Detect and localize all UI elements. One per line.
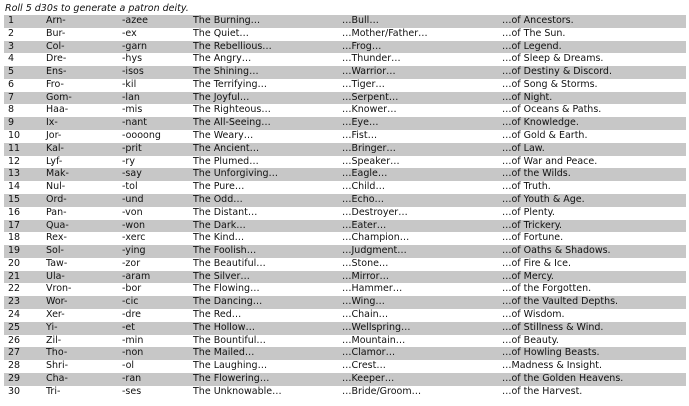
roll-number-cell: 11: [4, 143, 42, 156]
title-noun-cell: …Mirror…: [338, 271, 498, 284]
title-noun-cell: …Eater…: [338, 220, 498, 233]
name-suffix-cell: -azee: [118, 15, 189, 28]
domain-cell: …of Stillness & Wind.: [498, 322, 686, 335]
roll-number-cell: 26: [4, 335, 42, 348]
title-noun-cell: …Crest…: [338, 360, 498, 373]
domain-cell: …of Wisdom.: [498, 309, 686, 322]
roll-number-cell: 3: [4, 41, 42, 54]
name-suffix-cell: -xerc: [118, 232, 189, 245]
name-prefix-cell: Zil-: [42, 335, 118, 348]
name-prefix-cell: Ix-: [42, 117, 118, 130]
title-adjective-cell: The Righteous…: [189, 104, 338, 117]
title-noun-cell: …Mother/Father…: [338, 28, 498, 41]
name-suffix-cell: -mis: [118, 104, 189, 117]
name-prefix-cell: Nul-: [42, 181, 118, 194]
title-noun-cell: …Thunder…: [338, 53, 498, 66]
title-adjective-cell: The Silver…: [189, 271, 338, 284]
table-row: [4, 66, 686, 79]
title-adjective-cell: The Terrifying…: [189, 79, 338, 92]
table-row: [4, 386, 686, 399]
name-prefix-cell: Ord-: [42, 194, 118, 207]
title-noun-cell: …Keeper…: [338, 373, 498, 386]
name-prefix-cell: Shri-: [42, 360, 118, 373]
name-suffix-cell: -von: [118, 207, 189, 220]
table-row: [4, 156, 686, 169]
table-row: [4, 232, 686, 245]
domain-cell: …of Fire & Ice.: [498, 258, 686, 271]
title-noun-cell: …Wellspring…: [338, 322, 498, 335]
title-adjective-cell: The Bountiful…: [189, 335, 338, 348]
name-prefix-cell: Pan-: [42, 207, 118, 220]
roll-number-cell: 23: [4, 296, 42, 309]
title-adjective-cell: The Beautiful…: [189, 258, 338, 271]
title-adjective-cell: The Flowing…: [189, 283, 338, 296]
title-noun-cell: …Champion…: [338, 232, 498, 245]
name-prefix-cell: Lyf-: [42, 156, 118, 169]
name-prefix-cell: Jor-: [42, 130, 118, 143]
domain-cell: …of Night.: [498, 92, 686, 105]
title-adjective-cell: The Distant…: [189, 207, 338, 220]
name-suffix-cell: -ex: [118, 28, 189, 41]
roll-number-cell: 18: [4, 232, 42, 245]
table-row: [4, 347, 686, 360]
name-prefix-cell: Tho-: [42, 347, 118, 360]
name-suffix-cell: -oooong: [118, 130, 189, 143]
table-row: [4, 296, 686, 309]
title-adjective-cell: The Burning…: [189, 15, 338, 28]
title-noun-cell: …Tiger…: [338, 79, 498, 92]
name-suffix-cell: -dre: [118, 309, 189, 322]
name-suffix-cell: -cic: [118, 296, 189, 309]
table-caption: Roll 5 d30s to generate a patron deity.: [5, 3, 189, 14]
table-row: [4, 309, 686, 322]
table-row: [4, 207, 686, 220]
table-row: [4, 104, 686, 117]
name-prefix-cell: Cha-: [42, 373, 118, 386]
title-adjective-cell: The Dark…: [189, 220, 338, 233]
title-adjective-cell: The Mailed…: [189, 347, 338, 360]
title-noun-cell: …Frog…: [338, 41, 498, 54]
table-row: [4, 194, 686, 207]
name-suffix-cell: -ran: [118, 373, 189, 386]
roll-number-cell: 7: [4, 92, 42, 105]
name-prefix-cell: Gom-: [42, 92, 118, 105]
title-noun-cell: …Clamor…: [338, 347, 498, 360]
name-suffix-cell: -hys: [118, 53, 189, 66]
roll-number-cell: 29: [4, 373, 42, 386]
roll-number-cell: 22: [4, 283, 42, 296]
name-suffix-cell: -garn: [118, 41, 189, 54]
name-suffix-cell: -und: [118, 194, 189, 207]
domain-cell: …of the Wilds.: [498, 168, 686, 181]
domain-cell: …Madness & Insight.: [498, 360, 686, 373]
name-prefix-cell: Haa-: [42, 104, 118, 117]
domain-cell: …of the Forgotten.: [498, 283, 686, 296]
title-adjective-cell: The Plumed…: [189, 156, 338, 169]
name-suffix-cell: -prit: [118, 143, 189, 156]
title-noun-cell: …Fist…: [338, 130, 498, 143]
title-adjective-cell: The Foolish…: [189, 245, 338, 258]
table-row: [4, 168, 686, 181]
title-noun-cell: …Serpent…: [338, 92, 498, 105]
roll-number-cell: 16: [4, 207, 42, 220]
roll-number-cell: 8: [4, 104, 42, 117]
title-adjective-cell: The Joyful…: [189, 92, 338, 105]
table-row: [4, 271, 686, 284]
title-adjective-cell: The Flowering…: [189, 373, 338, 386]
title-noun-cell: …Hammer…: [338, 283, 498, 296]
domain-cell: …of Beauty.: [498, 335, 686, 348]
table-row: [4, 245, 686, 258]
name-prefix-cell: Dre-: [42, 53, 118, 66]
name-prefix-cell: Fro-: [42, 79, 118, 92]
name-prefix-cell: Tri-: [42, 386, 118, 399]
title-noun-cell: …Child…: [338, 181, 498, 194]
title-noun-cell: …Eye…: [338, 117, 498, 130]
name-suffix-cell: -lan: [118, 92, 189, 105]
name-suffix-cell: -min: [118, 335, 189, 348]
domain-cell: …of Knowledge.: [498, 117, 686, 130]
domain-cell: …of Fortune.: [498, 232, 686, 245]
domain-cell: …of Oceans & Paths.: [498, 104, 686, 117]
domain-cell: …of the Vaulted Depths.: [498, 296, 686, 309]
title-adjective-cell: The Angry…: [189, 53, 338, 66]
title-adjective-cell: The Red…: [189, 309, 338, 322]
name-suffix-cell: -kil: [118, 79, 189, 92]
domain-cell: …of Plenty.: [498, 207, 686, 220]
title-adjective-cell: The Laughing…: [189, 360, 338, 373]
name-prefix-cell: Ens-: [42, 66, 118, 79]
name-suffix-cell: -non: [118, 347, 189, 360]
title-adjective-cell: The Odd…: [189, 194, 338, 207]
title-adjective-cell: The Rebellious…: [189, 41, 338, 54]
title-adjective-cell: The Dancing…: [189, 296, 338, 309]
roll-number-cell: 12: [4, 156, 42, 169]
title-noun-cell: …Speaker…: [338, 156, 498, 169]
domain-cell: …of Destiny & Discord.: [498, 66, 686, 79]
title-noun-cell: …Mountain…: [338, 335, 498, 348]
roll-number-cell: 17: [4, 220, 42, 233]
roll-number-cell: 10: [4, 130, 42, 143]
title-adjective-cell: The Pure…: [189, 181, 338, 194]
table-row: [4, 335, 686, 348]
name-suffix-cell: -say: [118, 168, 189, 181]
domain-cell: …of Mercy.: [498, 271, 686, 284]
title-adjective-cell: The Ancient…: [189, 143, 338, 156]
table-row: [4, 220, 686, 233]
roll-number-cell: 24: [4, 309, 42, 322]
title-noun-cell: …Bringer…: [338, 143, 498, 156]
title-noun-cell: …Destroyer…: [338, 207, 498, 220]
title-adjective-cell: The Kind…: [189, 232, 338, 245]
title-adjective-cell: The Weary…: [189, 130, 338, 143]
roll-number-cell: 28: [4, 360, 42, 373]
name-prefix-cell: Qua-: [42, 220, 118, 233]
name-suffix-cell: -nant: [118, 117, 189, 130]
roll-number-cell: 19: [4, 245, 42, 258]
domain-cell: …of Oaths & Shadows.: [498, 245, 686, 258]
table-row: [4, 322, 686, 335]
name-prefix-cell: Taw-: [42, 258, 118, 271]
name-prefix-cell: Ula-: [42, 271, 118, 284]
roll-number-cell: 25: [4, 322, 42, 335]
title-noun-cell: …Wing…: [338, 296, 498, 309]
name-suffix-cell: -ying: [118, 245, 189, 258]
name-prefix-cell: Xer-: [42, 309, 118, 322]
name-suffix-cell: -et: [118, 322, 189, 335]
roll-number-cell: 30: [4, 386, 42, 399]
title-noun-cell: …Stone…: [338, 258, 498, 271]
domain-cell: …of Youth & Age.: [498, 194, 686, 207]
name-prefix-cell: Bur-: [42, 28, 118, 41]
domain-cell: …of Trickery.: [498, 220, 686, 233]
table-row: [4, 130, 686, 143]
table-row: [4, 15, 686, 28]
domain-cell: …of Legend.: [498, 41, 686, 54]
roll-number-cell: 4: [4, 53, 42, 66]
title-adjective-cell: The Unknowable…: [189, 386, 338, 399]
roll-number-cell: 2: [4, 28, 42, 41]
roll-number-cell: 21: [4, 271, 42, 284]
table-row: [4, 53, 686, 66]
domain-cell: …of War and Peace.: [498, 156, 686, 169]
domain-cell: …of Truth.: [498, 181, 686, 194]
title-noun-cell: …Eagle…: [338, 168, 498, 181]
roll-number-cell: 5: [4, 66, 42, 79]
name-prefix-cell: Wor-: [42, 296, 118, 309]
roll-number-cell: 6: [4, 79, 42, 92]
table-row: [4, 283, 686, 296]
name-suffix-cell: -bor: [118, 283, 189, 296]
roll-number-cell: 20: [4, 258, 42, 271]
name-suffix-cell: -aram: [118, 271, 189, 284]
name-suffix-cell: -isos: [118, 66, 189, 79]
domain-cell: …of The Sun.: [498, 28, 686, 41]
name-prefix-cell: Yi-: [42, 322, 118, 335]
title-noun-cell: …Chain…: [338, 309, 498, 322]
title-adjective-cell: The Hollow…: [189, 322, 338, 335]
table-row: [4, 41, 686, 54]
deity-table: [4, 15, 686, 398]
name-prefix-cell: Arn-: [42, 15, 118, 28]
name-suffix-cell: -ry: [118, 156, 189, 169]
table-row: [4, 117, 686, 130]
domain-cell: …of Gold & Earth.: [498, 130, 686, 143]
title-adjective-cell: The Quiet…: [189, 28, 338, 41]
name-prefix-cell: Col-: [42, 41, 118, 54]
title-noun-cell: …Warrior…: [338, 66, 498, 79]
table-row: [4, 79, 686, 92]
table-row: [4, 28, 686, 41]
domain-cell: …of Ancestors.: [498, 15, 686, 28]
domain-cell: …of the Harvest.: [498, 386, 686, 399]
title-adjective-cell: The Unforgiving…: [189, 168, 338, 181]
name-suffix-cell: -won: [118, 220, 189, 233]
roll-number-cell: 9: [4, 117, 42, 130]
table-row: [4, 360, 686, 373]
table-row: [4, 143, 686, 156]
roll-number-cell: 15: [4, 194, 42, 207]
title-noun-cell: …Bull…: [338, 15, 498, 28]
domain-cell: …of Song & Storms.: [498, 79, 686, 92]
table-row: [4, 373, 686, 386]
name-prefix-cell: Vron-: [42, 283, 118, 296]
table-row: [4, 92, 686, 105]
title-noun-cell: …Judgment…: [338, 245, 498, 258]
title-noun-cell: …Bride/Groom…: [338, 386, 498, 399]
title-adjective-cell: The Shining…: [189, 66, 338, 79]
name-suffix-cell: -ol: [118, 360, 189, 373]
table-row: [4, 181, 686, 194]
roll-number-cell: 27: [4, 347, 42, 360]
name-prefix-cell: Mak-: [42, 168, 118, 181]
domain-cell: …of Howling Beasts.: [498, 347, 686, 360]
name-suffix-cell: -zor: [118, 258, 189, 271]
deity-table-body: [4, 15, 686, 398]
name-suffix-cell: -tol: [118, 181, 189, 194]
title-noun-cell: …Knower…: [338, 104, 498, 117]
domain-cell: …of Law.: [498, 143, 686, 156]
domain-cell: …of Sleep & Dreams.: [498, 53, 686, 66]
name-prefix-cell: Rex-: [42, 232, 118, 245]
roll-number-cell: 14: [4, 181, 42, 194]
table-row: [4, 258, 686, 271]
roll-number-cell: 1: [4, 15, 42, 28]
domain-cell: …of the Golden Heavens.: [498, 373, 686, 386]
title-noun-cell: …Echo…: [338, 194, 498, 207]
roll-number-cell: 13: [4, 168, 42, 181]
name-prefix-cell: Kal-: [42, 143, 118, 156]
title-adjective-cell: The All-Seeing…: [189, 117, 338, 130]
name-suffix-cell: -ses: [118, 386, 189, 399]
name-prefix-cell: Sol-: [42, 245, 118, 258]
